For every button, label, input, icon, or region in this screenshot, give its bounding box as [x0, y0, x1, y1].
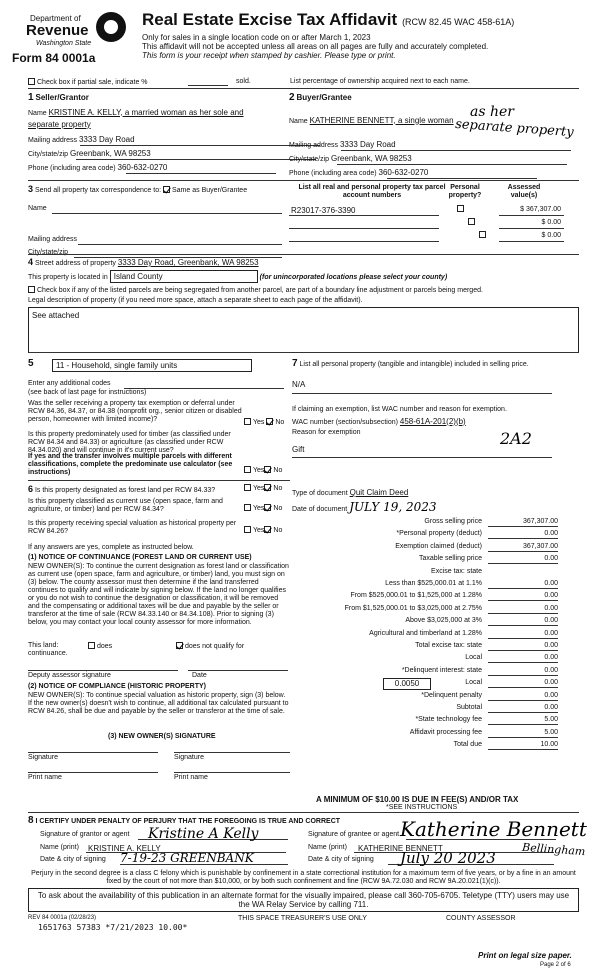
s5-q1-no-label: No: [275, 419, 285, 426]
s5-q2-yes-label: Yes: [253, 467, 265, 474]
perjury-text: Perjury in the second degree is a class C felony which is punishable by confinement in a state correctional institution for a maximum term of five years, or by a fine in an amount fixed by the court of not more than $10,000, or by both such confinement and fine (RCW 9A.72.030 and RCW 9A.20.021(1)(c)).: [31, 870, 576, 886]
section-3: [28, 184, 284, 258]
buyer-mail-label: Mailing address: [289, 141, 339, 149]
use-code-select[interactable]: 11 - Household, single family units: [52, 359, 252, 372]
local-rate: 0.0050: [394, 679, 420, 688]
parcel-table: [289, 184, 579, 239]
dept-line2: Revenue: [26, 22, 89, 39]
land-does-not-checkbox[interactable]: [176, 642, 183, 649]
availability-text: To ask about the availability of this publication in an alternate format for the visually impaired, please call 360-705-6705. Teletype (TTY) users may use the WA Relay Service by calling 711.: [37, 891, 570, 910]
owner-sig-label-2: Signature: [174, 754, 204, 761]
tax-row-label: Affidavit processing fee: [409, 728, 482, 736]
tax-row-label: Excise tax: state: [431, 567, 482, 575]
owner-print-label-1: Print name: [28, 774, 62, 781]
assessed-row-2[interactable]: $ 0.00: [541, 219, 561, 226]
partial-sale-row: [28, 78, 288, 87]
s7-num: 7: [292, 358, 298, 369]
s3-name-label: Name: [28, 205, 47, 213]
grantee-signature[interactable]: Katherine Bennett: [400, 817, 587, 841]
same-as-buyer-checkbox[interactable]: [163, 186, 170, 193]
tax-row-value[interactable]: 0.00: [488, 530, 558, 539]
dept-line1: Department of: [30, 14, 81, 23]
ownership-note: List percentage of ownership acquired next to each name.: [290, 78, 470, 85]
s6-q3-no[interactable]: [264, 526, 271, 533]
s5-q1: Was the seller receiving a property tax exemption or deferral under RCW 84.36, 84.37, or 84.38 (nonprofit org., senior citizen or disabled person, homeowner with limited income)?: [28, 400, 242, 424]
tax-row-value[interactable]: 0.00: [488, 654, 558, 663]
tax-row: [292, 716, 579, 727]
grantor-date-label: Date & city of signing: [40, 856, 106, 863]
grantee-date[interactable]: July 20 2023: [400, 849, 496, 867]
grantor-name-label: Name (print): [40, 844, 79, 851]
treasurer-use: THIS SPACE TREASURER'S USE ONLY: [238, 915, 367, 922]
s6-q2-no[interactable]: [264, 504, 271, 511]
s6-q1-no[interactable]: [264, 484, 271, 491]
s5-q1-yes[interactable]: [244, 418, 251, 425]
form-title-ref: (RCW 82.45 WAC 458-61A): [402, 17, 515, 27]
segregate-text: Check box if any of the listed parcels are being segregated from another parcel, are part of a boundary line adjustment or parcels being merged.: [37, 287, 483, 295]
codes-label-1: Enter any additional codes: [28, 380, 111, 387]
personal-checkbox-3[interactable]: [479, 231, 486, 238]
dor-logo: [8, 8, 132, 66]
tax-row-label: Local: [465, 654, 482, 662]
section-7: [292, 358, 579, 458]
tax-row: [292, 654, 579, 665]
tax-row-value[interactable]: 0.00: [488, 580, 558, 589]
doc-date[interactable]: JULY 19, 2023: [349, 500, 437, 515]
buyer-name-label: Name: [289, 117, 308, 125]
tax-row-label: Subtotal: [456, 704, 482, 711]
s6-q3-no-label: No: [273, 527, 283, 534]
new-owner-sig-head: (3) NEW OWNER(S) SIGNATURE: [108, 733, 216, 740]
tax-row-label: Above $3,025,000 at 3%: [405, 617, 482, 625]
tax-row: [292, 630, 579, 641]
continuance-label: continuance.: [28, 650, 68, 657]
tax-row-value[interactable]: 0.00: [488, 555, 558, 564]
title-block: [142, 10, 582, 60]
tax-row-label: *Delinquent penalty: [421, 691, 482, 699]
s5-q2b: If yes and the transfer involves multiple parcels with different classifications, complete the predominate use calculator (see instructions): [28, 453, 233, 477]
s8-num: 8: [28, 815, 34, 826]
s5-q2: Is this property predominately used for timber (as classified under RCW 84.34 and 84.33) or agriculture (as classified under RCW 84.34.020) and will continue in it's current use?: [28, 431, 231, 455]
tax-row-label: From $525,000.01 to $1,525,000 at 1.28%: [350, 592, 482, 600]
tax-row-value[interactable]: 5.00: [488, 716, 558, 725]
grantor-date-city[interactable]: 7-19-23 GREENBANK: [120, 851, 254, 865]
tax-row-label: From $1,525,000.01 to $3,025,000 at 2.75%: [344, 604, 482, 612]
s4-street-label: Street address of property: [34, 260, 116, 267]
buyer-city-label: City/state/zip: [289, 155, 330, 163]
tax-row-label: *Personal property (deduct): [396, 530, 482, 538]
s3-mail-label: Mailing address: [28, 236, 78, 244]
land-label: This land:: [28, 642, 59, 649]
tax-row-label: Agricultural and timberland at 1.28%: [369, 629, 482, 637]
notice-compliance-text: NEW OWNER(S): To continue special valuation as historic property, sign (3) below. If the new owner(s) doesn't wish to continue, all additional tax calculated pursuant to RCW 84.26, shall be due and payable by the seller or transferor at the time of sale.: [28, 692, 289, 716]
county-assessor: COUNTY ASSESSOR: [446, 915, 516, 922]
doc-date-label: Date of document: [292, 506, 348, 514]
deputy-label: Deputy assessor signature: [28, 672, 111, 679]
tax-row: [292, 605, 579, 616]
s4-num: 4: [28, 257, 34, 267]
perjury-notice: [28, 870, 579, 886]
tax-row-label: Total excise tax: state: [415, 642, 482, 649]
partial-sale-checkbox[interactable]: [28, 78, 35, 85]
county-note: (for unincorporated locations please select your county): [259, 274, 448, 282]
personal-property-value[interactable]: N/A: [292, 379, 306, 389]
tax-row: [292, 592, 579, 603]
tax-row-value[interactable]: 0.00: [488, 642, 558, 651]
s6-q2-yes[interactable]: [244, 504, 251, 511]
personal-header: Personal property?: [448, 184, 482, 200]
reason-label: Reason for exemption: [292, 428, 361, 436]
s6-q3-yes-label: Yes: [253, 527, 265, 534]
tax-row-label: *State technology fee: [415, 716, 482, 724]
s3-city-label: City/state/zip: [28, 249, 69, 257]
land-does-checkbox[interactable]: [88, 642, 95, 649]
tax-row-value[interactable]: 0.00: [488, 692, 558, 701]
notice-continuance-head: (1) NOTICE OF CONTINUANCE (FOREST LAND OR CURRENT USE): [28, 554, 252, 561]
doc-type-label: Type of document: [292, 490, 348, 497]
assessed-row-3[interactable]: $ 0.00: [541, 232, 561, 239]
tax-row: [292, 580, 579, 591]
tax-row-value[interactable]: 0.00: [488, 704, 558, 713]
exemption-claim-label: If claiming an exemption, list WAC number and reason for exemption.: [292, 405, 507, 413]
s5-q2-no[interactable]: [264, 466, 271, 473]
tax-row-label: Total due: [453, 741, 482, 749]
tax-row-label: Gross selling price: [424, 518, 482, 525]
owner-print-label-2: Print name: [174, 774, 208, 781]
tax-row-value[interactable]: 367,307.00: [488, 518, 558, 527]
legal-description: See attached: [32, 311, 80, 321]
wac-number[interactable]: 458-61A-201(2)(b): [399, 416, 466, 426]
tax-row-value[interactable]: 0.00: [488, 630, 558, 639]
partial-sold: sold.: [236, 78, 251, 85]
s5-q1-yes-label: Yes: [253, 419, 265, 426]
seller-section: [28, 92, 284, 174]
seller-num: 1: [28, 92, 34, 103]
s3-same: Same as Buyer/Grantee: [172, 187, 248, 194]
s6-ifany: If any answers are yes, complete as instructed below.: [28, 544, 194, 551]
seller-name-line2[interactable]: separate property: [28, 119, 91, 129]
s5-q1-no[interactable]: [266, 418, 273, 425]
s6-q1-no-label: No: [273, 485, 283, 492]
legal-label: Legal description of property (if you need more space, attach a separate sheet to each page of the affidavit).: [28, 297, 363, 305]
tax-row-label: Local: [465, 679, 482, 687]
seller-name-label: Name: [28, 109, 47, 117]
section-5: [28, 358, 290, 477]
grantee-sig-label: Signature of grantee or agent: [308, 831, 400, 838]
tax-row-label: Exemption claimed (deduct): [395, 542, 482, 550]
deputy-date-label: Date: [192, 672, 207, 679]
owner-sig-label-1: Signature: [28, 754, 58, 761]
seller-city[interactable]: Greenbank, WA 98253: [70, 148, 151, 158]
buyer-handwritten-1: as her: [470, 104, 514, 120]
grantor-print-name[interactable]: KRISTINE A. KELLY: [88, 844, 161, 853]
tax-row-value[interactable]: 10.00: [488, 741, 558, 750]
s6-q1: Is this property designated as forest land per RCW 84.33?: [34, 487, 216, 494]
assessed-header: Assessed value(s): [507, 184, 541, 200]
tax-row: [292, 555, 579, 566]
s6-num: 6: [28, 484, 34, 494]
tax-row-value[interactable]: 0.00: [488, 617, 558, 626]
legal-paper-note: Print on legal size paper.: [478, 951, 572, 960]
dept-line3: Washington State: [36, 40, 92, 47]
tax-row: [292, 568, 579, 579]
tax-row: [292, 679, 579, 690]
wac-label: WAC number (section/subsection): [292, 418, 398, 426]
buyer-phone-label: Phone (including area code): [289, 169, 377, 177]
seller-name[interactable]: KRISTINE A. KELLY, a married woman as her sole and: [48, 107, 244, 117]
certification: I CERTIFY UNDER PENALTY OF PERJURY THAT THE FOREGOING IS TRUE AND CORRECT: [35, 818, 341, 825]
s7-text: List all personal property (tangible and intangible) included in selling price.: [299, 361, 529, 368]
subtitle-3: This form is your receipt when stamped by cashier. Please type or print.: [142, 50, 396, 60]
s5-q2-no-label: No: [273, 467, 283, 474]
tax-row: [292, 543, 579, 554]
subtitle-1: Only for sales in a single location code on or after March 1, 2023: [142, 32, 371, 42]
buyer-name[interactable]: KATHERINE BENNETT, a single woman: [309, 115, 454, 125]
tax-row: [292, 704, 579, 715]
page-number: Page 2 of 6: [540, 962, 571, 968]
tax-row: [292, 518, 579, 529]
tax-row: [292, 729, 579, 740]
personal-checkbox-2[interactable]: [468, 218, 475, 225]
s3-num: 3: [28, 184, 34, 194]
form-title: Real Estate Excise Tax Affidavit: [142, 10, 398, 29]
legal-description-box[interactable]: [28, 307, 579, 353]
tax-row: [292, 642, 579, 653]
s6-q1-yes-label: Yes: [253, 485, 265, 492]
grantee-print-name[interactable]: KATHERINE BENNETT: [358, 844, 443, 853]
exemption-reason[interactable]: Gift: [292, 444, 305, 454]
s6-q3: Is this property receiving special valuation as historical property per RCW 84.26?: [28, 520, 237, 536]
partial-label: Check box if partial sale, indicate %: [37, 79, 148, 86]
tax-row: [292, 530, 579, 541]
tax-row-value[interactable]: 0.00: [488, 605, 558, 614]
handwritten-wac-note: 2A2: [500, 429, 532, 448]
buyer-handwritten-2: separate property: [454, 116, 575, 141]
s6-q2-no-label: No: [273, 505, 283, 512]
buyer-mail[interactable]: 3333 Day Road: [339, 139, 396, 149]
tax-row-value[interactable]: 367,307.00: [488, 543, 558, 552]
seller-mail-label: Mailing address: [28, 136, 78, 144]
segregate-checkbox[interactable]: [28, 286, 35, 293]
seller-city-label: City/state/zip: [28, 150, 69, 158]
grantee-city[interactable]: Bellingham: [521, 840, 586, 859]
grantee-name-label: Name (print): [308, 844, 347, 851]
availability-box: [28, 888, 579, 912]
tax-row-label: Less than $525,000.01 at 1.1%: [385, 580, 482, 587]
parcel-header: List all real and personal property tax parcel account numbers: [298, 184, 446, 200]
seller-heading: Seller/Grantor: [35, 93, 89, 102]
buyer-city[interactable]: Greenbank, WA 98253: [331, 153, 412, 163]
parcel-row-1[interactable]: R23017-376-3390: [291, 206, 356, 215]
section-4: [28, 257, 579, 353]
grantor-sig-label: Signature of grantor or agent: [40, 831, 130, 838]
s5-num: 5: [28, 358, 34, 369]
county-select[interactable]: Island County: [110, 270, 258, 283]
s5-q2-yes[interactable]: [244, 466, 251, 473]
revision: REV 84 0001a (02/28/23): [28, 915, 97, 921]
cashier-stamp: 1651763 57383 *7/21/2023 10.00*: [38, 923, 188, 932]
seller-mail[interactable]: 3333 Day Road: [78, 134, 135, 144]
buyer-num: 2: [289, 92, 295, 103]
tax-row: [292, 692, 579, 703]
tax-row: [292, 667, 579, 678]
notice-continuance-text: NEW OWNER(S): To continue the current designation as forest land or classification as current use (open space, farm and agriculture, or timber) land, you must sign on (3) below. The county assessor must then determine if the land transferred continues to qualify and will indicate by signing below. If the land no longer qualifies or you do not wish to continue the designation or classification, it will be removed and the compensating or additional taxes will be due and payable by the seller or transferor at the time of sale (RCW 84.33.140 or 84.34.108). Prior to signing (3) below, you may contact your local county assessor for more information.: [28, 563, 289, 627]
tax-row-label: *Delinquent interest: state: [401, 666, 482, 674]
tax-row: [292, 617, 579, 628]
tax-row: [292, 741, 579, 752]
buyer-heading: Buyer/Grantee: [296, 93, 352, 102]
s6-q2: Is this property classified as current use (open space, farm and agriculture, or timber) land per RCW 84.34?: [28, 498, 223, 514]
tax-row-value[interactable]: 0.00: [488, 679, 558, 688]
notice-compliance-head: (2) NOTICE OF COMPLIANCE (HISTORIC PROPERTY): [28, 683, 206, 690]
see-instructions: *SEE INSTRUCTIONS: [386, 804, 458, 811]
tax-row-value[interactable]: 0.00: [488, 667, 558, 676]
buyer-phone[interactable]: 360-632-0270: [378, 167, 429, 177]
tax-row-value[interactable]: 0.00: [488, 592, 558, 601]
grantee-date-label: Date & city of signing: [308, 856, 374, 863]
s3-text: Send all property tax correspondence to:: [34, 187, 162, 194]
s6-q3-yes[interactable]: [244, 526, 251, 533]
land-does-not-label: does not qualify for: [185, 643, 245, 650]
doc-type[interactable]: Quit Claim Deed: [349, 488, 409, 497]
minimum-fee-note: A MINIMUM OF $10.00 IS DUE IN FEE(S) AND/OR TAX: [316, 795, 519, 804]
tax-row-value[interactable]: 5.00: [488, 729, 558, 738]
seller-phone-label: Phone (including area code): [28, 164, 116, 172]
assessed-row-1[interactable]: $ 367,307.00: [520, 206, 561, 213]
tax-row-label: Taxable selling price: [418, 555, 482, 563]
personal-checkbox-1[interactable]: [457, 205, 464, 212]
s6-q1-yes[interactable]: [244, 484, 251, 491]
grantor-signature[interactable]: Kristine A Kelly: [148, 826, 259, 842]
property-street[interactable]: 3333 Day Road, Greenbank, WA 98253: [117, 258, 259, 267]
codes-label-2: (see back of last page for instructions): [28, 389, 147, 396]
seller-phone[interactable]: 360-632-0270: [117, 162, 168, 172]
form-number: Form 84 0001a: [12, 51, 96, 65]
local-rate-box[interactable]: [383, 678, 431, 690]
s4-located-label: This property is located in: [28, 274, 108, 282]
s6-q2-yes-label: Yes: [253, 505, 265, 512]
land-does-label: does: [97, 643, 113, 650]
subtitle-2: This affidavit will not be accepted unless all areas on all pages are fully and accurately completed.: [142, 41, 489, 51]
